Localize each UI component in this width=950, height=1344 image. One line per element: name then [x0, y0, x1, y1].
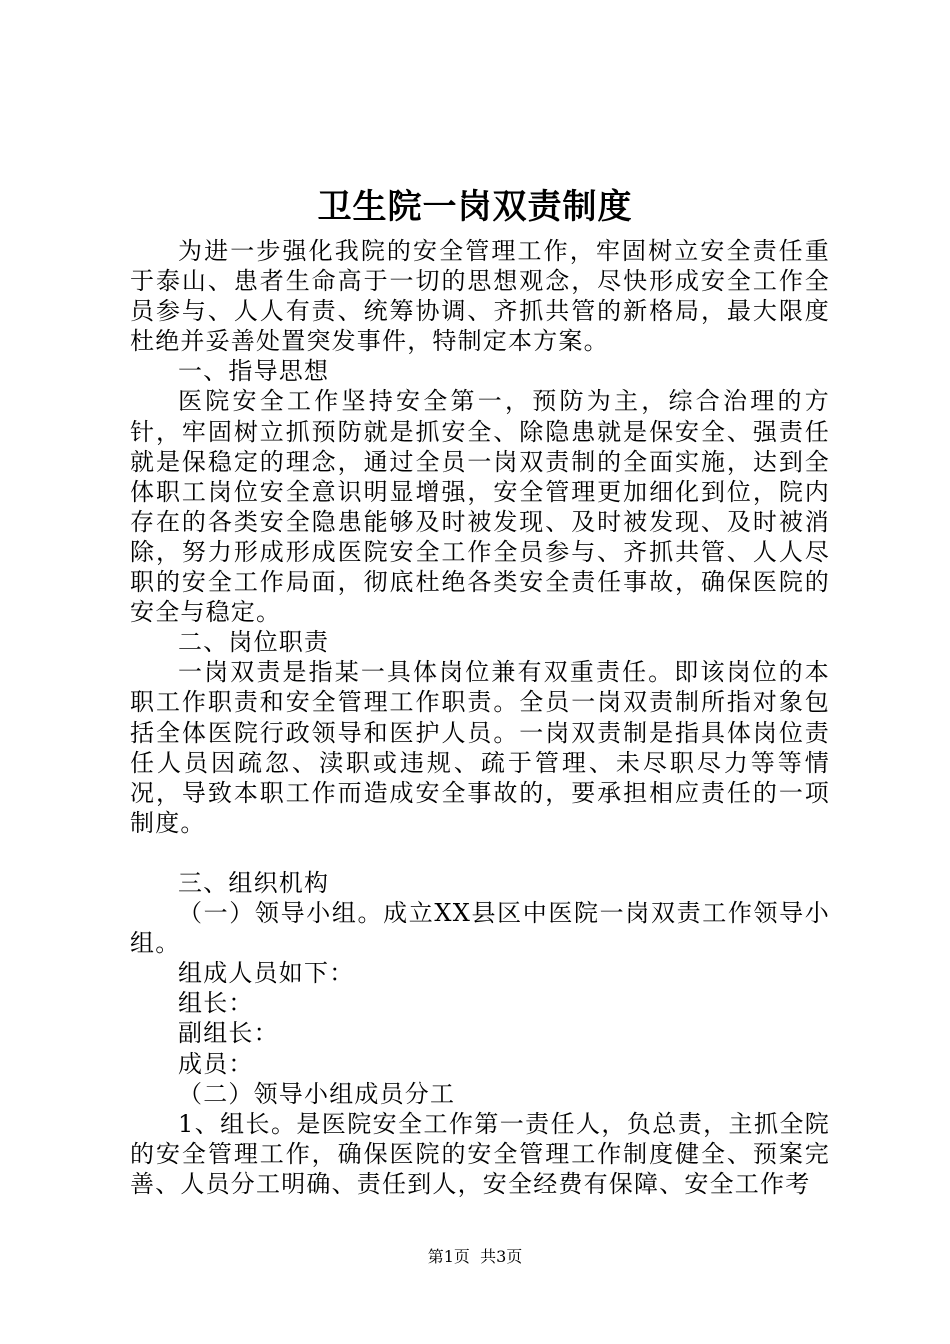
document-title: 卫生院一岗双责制度	[317, 187, 633, 227]
item-1-paragraph: 1、组长。是医院安全工作第一责任人，负总责，主抓全院的安全管理工作，确保医院的安全管理工作制度健全、预案完善、人员分工明确、责任到人，安全经费有保障、安全工作考	[130, 1109, 830, 1198]
deputy-leader-label: 副组长：	[178, 1019, 279, 1048]
page-footer: 第1页 共3页	[427, 1247, 523, 1266]
section-3-sub-1: （一）领导小组。成立XX县区中医院一岗双责工作领导小组。	[130, 899, 830, 958]
leader-label: 组长：	[178, 989, 254, 1018]
section-3-heading: 三、组织机构	[178, 868, 330, 897]
intro-paragraph: 为进一步强化我院的安全管理工作，牢固树立安全责任重于泰山、患者生命高于一切的思想观念，尽快形成安全工作全员参与、人人有责、统筹协调、齐抓共管的新格局，最大限度杜绝并妥善处置突发事件，特制定本方案。	[130, 237, 830, 356]
section-3-sub-2: （二）领导小组成员分工	[178, 1079, 456, 1108]
members-intro: 组成人员如下：	[178, 959, 355, 988]
section-2-heading: 二、岗位职责	[178, 628, 330, 657]
section-2-paragraph: 一岗双责是指某一具体岗位兼有双重责任。即该岗位的本职工作职责和安全管理工作职责。全员一岗双责制所指对象包括全体医院行政领导和医护人员。一岗双责制是指具体岗位责任人员因疏忽、渎职或违规、疏于管理、未尽职尽力等等情况，导致本职工作而造成安全事故的，要承担相应责任的一项制度。	[130, 658, 830, 837]
section-1-heading: 一、指导思想	[178, 357, 330, 386]
section-1-paragraph: 医院安全工作坚持安全第一，预防为主，综合治理的方针，牢固树立抓预防就是抓安全、除隐患就是保安全、强责任就是保稳定的理念，通过全员一岗双责制的全面实施，达到全体职工岗位安全意识明显增强，安全管理更加细化到位，院内存在的各类安全隐患能够及时被发现、及时被发现、及时被消除，努力形成形成医院安全工作全员参与、齐抓共管、人人尽职的安全工作局面，彻底杜绝各类安全责任事故，确保医院的安全与稳定。	[130, 387, 830, 627]
members-label: 成员：	[178, 1049, 254, 1078]
document-body	[130, 236, 830, 1199]
blank-line	[130, 838, 830, 868]
